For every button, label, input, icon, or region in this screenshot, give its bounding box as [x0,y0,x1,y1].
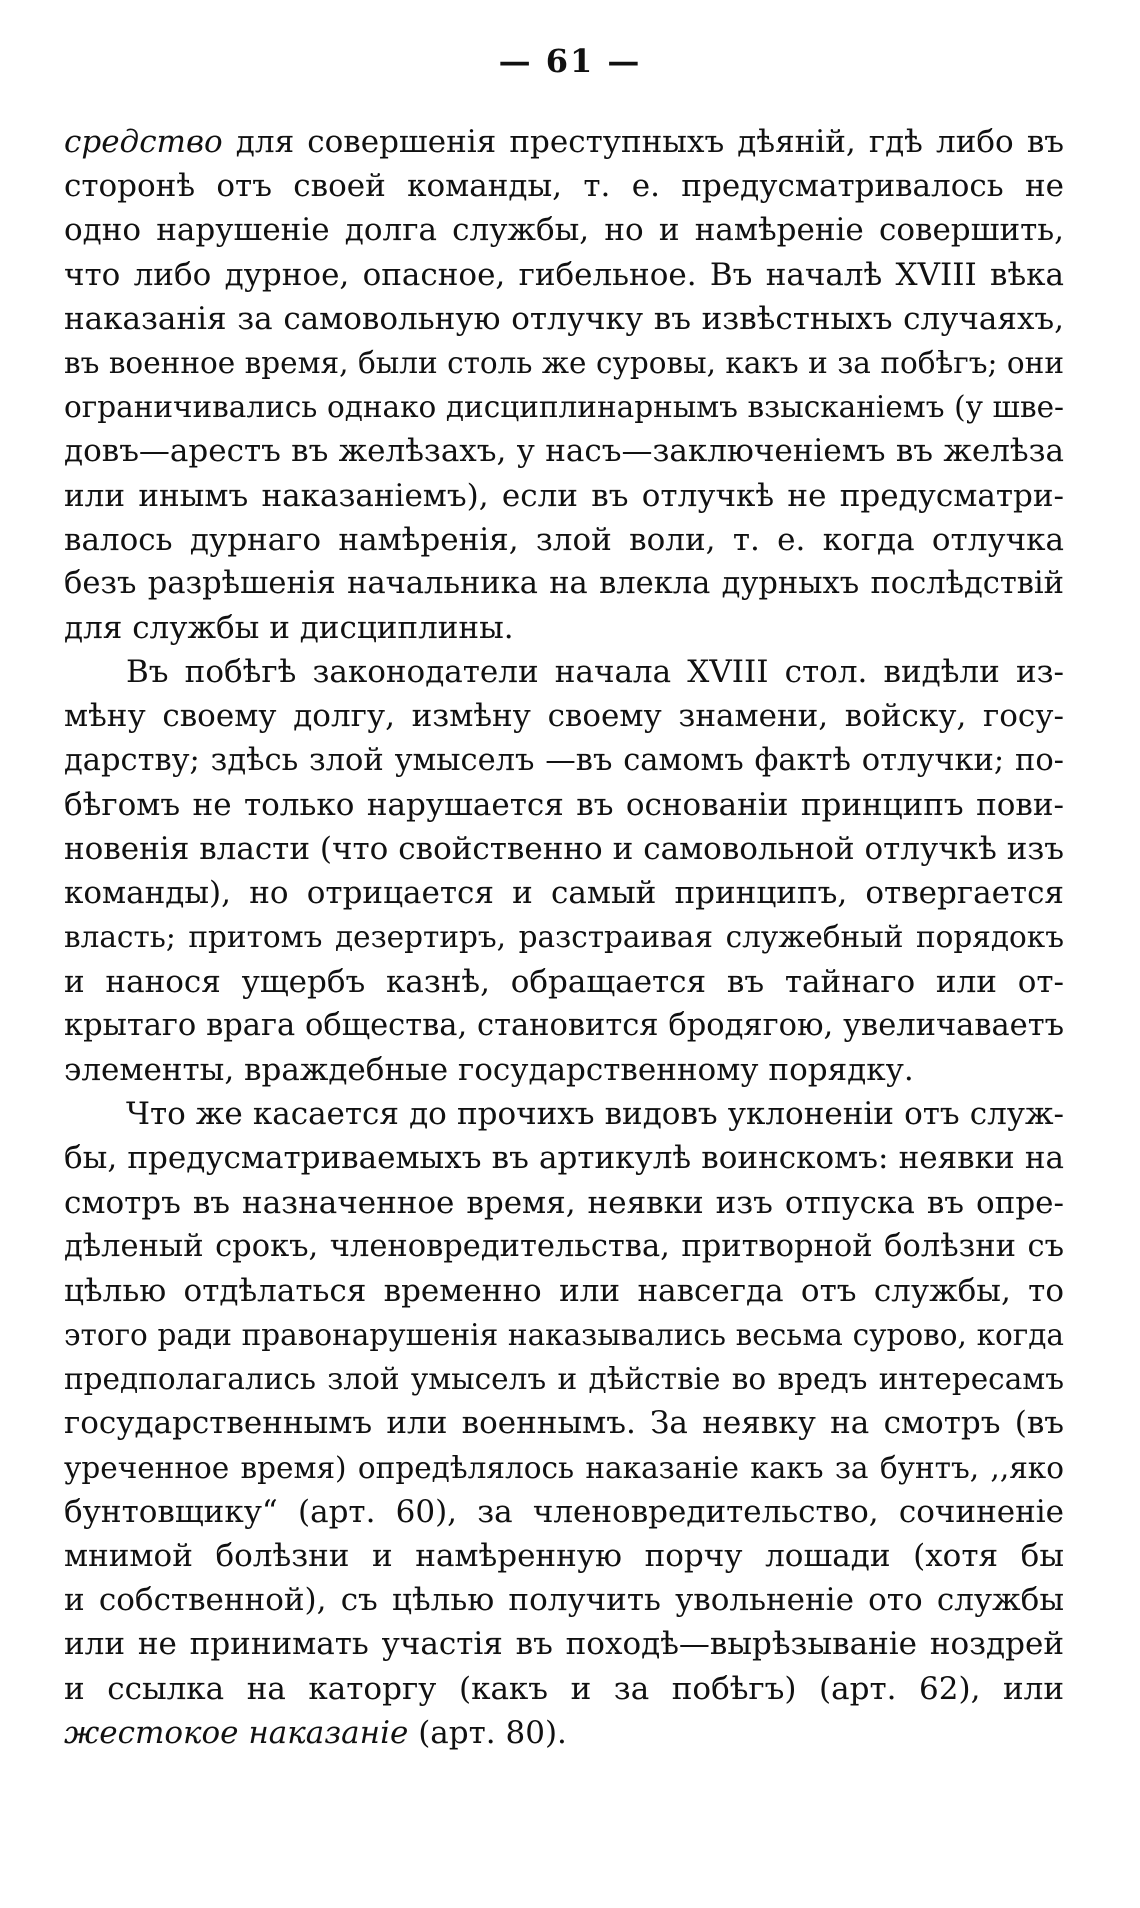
text-line [64,429,1064,473]
text-segment: Въ побѣгѣ законодатели начала XVIII стол. видѣли из- [126,654,1064,691]
text-line [64,253,1064,297]
text-line [64,606,1064,650]
text-line [64,120,1064,164]
text-line [64,1092,1064,1136]
text-line [64,1711,1064,1755]
text-segment: для совершенія преступныхъ дѣяній, гдѣ либо въ [222,124,1064,160]
paragraph [64,120,1064,650]
text-line [64,341,1064,385]
text-segment: власть; притомъ дезертиръ, разстраивая служебный порядокъ [64,920,1064,955]
text-line [64,783,1064,827]
text-line [64,1534,1064,1578]
text-segment: или не принимать участія въ походѣ—вырѣзываніе ноздрей [64,1626,1064,1663]
text-segment: и ссылка на каторгу (какъ и за побѣгъ) (арт. 62), или [64,1670,1064,1707]
text-line [64,1446,1064,1490]
text-segment: или инымъ наказаніемъ), если въ отлучкѣ не предусматри- [64,477,1064,514]
text-line [64,694,1064,738]
text-segment: для службы и дисциплины. [64,610,514,647]
text-line [64,1181,1064,1225]
text-line [64,915,1064,959]
text-segment: этого ради правонарушенія наказывались весьма сурово, когда [64,1318,1064,1353]
text-line [64,960,1064,1004]
text-line [64,1004,1064,1048]
text-line [64,1269,1064,1313]
text-segment: крытаго врага общества, становится бродягою, увеличаваетъ [64,1007,1064,1043]
italic-text-segment: жестокое наказаніе [64,1714,409,1751]
text-segment: сторонѣ отъ своей команды, т. е. предусматривалось не [64,168,1064,205]
text-segment: элементы, враждебные государственному порядку. [64,1051,914,1088]
text-segment: и нанося ущербъ казнѣ, обращается въ тайнаго или от- [64,963,1064,1000]
text-line [64,518,1064,562]
text-line [64,164,1064,208]
text-line [64,1667,1064,1711]
text-segment: въ военное время, были столь же суровы, какъ и за побѣгъ; они [64,345,1064,380]
text-line [64,1622,1064,1666]
text-segment: одно нарушеніе долга службы, но и намѣреніе совершить, [64,212,1064,249]
text-segment: команды), но отрицается и самый принципъ, отвергается [64,875,1064,912]
text-segment: цѣлью отдѣлаться временно или навсегда отъ службы, то [64,1272,1064,1309]
text-segment: бунтовщику“ (арт. 60), за членовредительство, сочиненіе [64,1493,1064,1530]
text-line [64,1313,1064,1357]
text-segment: уреченное время) опредѣлялось наказаніе какъ за бунтъ, ,,яко [64,1450,1064,1485]
text-segment: бѣгомъ не только нарушается въ основаніи принципъ пови- [64,786,1064,823]
page-number: — 61 — [498,42,642,80]
text-segment: и собственной), съ цѣлью получить увольненіе ото службы [64,1582,1064,1619]
text-segment: (арт. 80). [408,1714,567,1751]
text-line [64,297,1064,341]
text-line [64,474,1064,518]
text-line [64,1136,1064,1180]
text-segment: смотръ въ назначенное время, неявки изъ отпуска въ опре- [64,1184,1064,1221]
text-segment: бы, предусматриваемыхъ въ артикулѣ воинскомъ: неявки на [64,1140,1064,1177]
text-line [64,1401,1064,1445]
text-line [64,1490,1064,1534]
text-line [64,1357,1064,1401]
text-segment: мнимой болѣзни и намѣренную порчу лошади (хотя бы [64,1538,1064,1574]
text-line [64,1225,1064,1269]
text-line [64,827,1064,871]
text-line [64,385,1064,429]
text-segment: дѣленый срокъ, членовредительства, притворной болѣзни съ [64,1228,1064,1264]
text-segment: что либо дурное, опасное, гибельное. Въ началѣ XVIII вѣка [64,256,1064,293]
text-segment: новенія власти (что свойственно и самовольной отлучкѣ изъ [64,831,1064,867]
text-line [64,739,1064,783]
italic-text-segment: средство [64,124,223,160]
text-line [64,562,1064,606]
text-segment: дарству; здѣсь злой умыселъ —въ самомъ фактѣ отлучки; по- [64,742,1064,778]
text-segment: довъ—арестъ въ желѣзахъ, у насъ—заключеніемъ въ желѣза [64,433,1064,470]
text-segment: валось дурнаго намѣренія, злой воли, т. е. когда отлучка [64,521,1064,558]
text-segment: наказанія за самовольную отлучку въ извѣстныхъ случаяхъ, [64,300,1064,337]
text-segment: ограничивались однако дисциплинарнымъ взысканіемъ (у шве- [64,390,1064,425]
text-line [64,871,1064,915]
text-line [64,1578,1064,1622]
paragraph [64,1092,1064,1755]
body-text [64,120,1064,1755]
paragraph [64,650,1064,1092]
text-segment: государственнымъ или военнымъ. За неявку на смотръ (въ [64,1405,1064,1442]
text-line [64,208,1064,252]
text-segment: мѣну своему долгу, измѣну своему знамени, войску, госу- [64,698,1064,735]
text-segment: предполагались злой умыселъ и дѣйствіе во вредъ интересамъ [64,1362,1064,1397]
text-line [64,650,1064,694]
text-line [64,1048,1064,1092]
text-segment: Что же касается до прочихъ видовъ уклоненіи отъ служ- [126,1096,1064,1133]
text-segment: безъ разрѣшенія начальника на влекла дурныхъ послѣдствій [64,565,1064,601]
